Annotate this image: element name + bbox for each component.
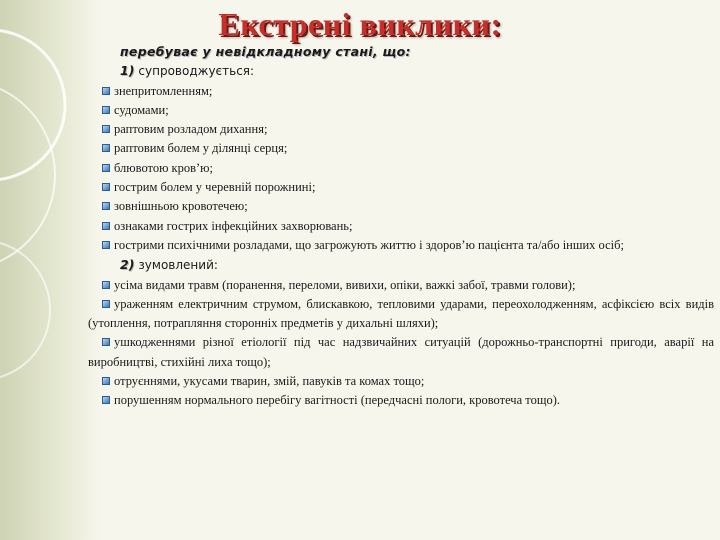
square-bullet-icon — [102, 87, 110, 95]
list-item: судомами; — [88, 101, 714, 120]
square-bullet-icon — [102, 125, 110, 133]
square-bullet-icon — [102, 202, 110, 210]
list-item: ознаками гострих інфекційних захворювань; — [88, 217, 714, 236]
slide-content — [88, 42, 714, 411]
list-item: гострими психічними розладами, що загрожують життю і здоров’ю пацієнта та/або інших осіб; — [88, 236, 714, 255]
slide-title: Екстрені виклики: — [218, 6, 502, 42]
section-1-heading — [88, 61, 714, 81]
list-item: раптовим болем у ділянці серця; — [88, 139, 714, 158]
square-bullet-icon — [102, 241, 110, 249]
section-2-number: 2) — [120, 257, 135, 273]
list-item: раптовим розладом дихання; — [88, 120, 714, 139]
list-item: отруєннями, укусами тварин, змій, павуків та комах тощо; — [88, 372, 714, 391]
square-bullet-icon — [102, 222, 110, 230]
list-item: зовнішньою кровотечею; — [88, 197, 714, 216]
square-bullet-icon — [102, 183, 110, 191]
square-bullet-icon — [102, 164, 110, 172]
section-1-number: 1) — [120, 63, 135, 79]
square-bullet-icon — [102, 396, 110, 404]
square-bullet-icon — [102, 106, 110, 114]
square-bullet-icon — [102, 281, 110, 289]
section-2-label: зумовлений: — [138, 258, 218, 273]
list-item: ушкодженнями різної етіології під час надзвичайних ситуацій (дорожньо-транспортні пригоди, аварії на виробництві, стихійні лиха тощо); — [88, 335, 714, 369]
slide-subtitle: перебуває у невідкладному стані, що: — [120, 44, 411, 59]
list-item: знепритомленням; — [88, 82, 714, 101]
square-bullet-icon — [102, 300, 110, 308]
list-item: ураженням електричним струмом, блискавкою, тепловими ударами, переохолодженням, асфіксією всіх видів (утоплення, потрапляння сторонніх предметів у дихальні шляхи); — [88, 296, 714, 331]
list-item: гострим болем у черевній порожнині; — [88, 178, 714, 197]
square-bullet-icon — [102, 377, 110, 385]
list-item: усіма видами травм (поранення, переломи, вивихи, опіки, важкі забої, травми голови); — [88, 276, 714, 295]
section-2-heading — [88, 255, 714, 275]
square-bullet-icon — [102, 144, 110, 152]
list-item: блювотою кров’ю; — [88, 159, 714, 178]
list-item: порушенням нормального перебігу вагітності (передчасні пологи, кровотеча тощо). — [88, 391, 714, 410]
section-1-label: супроводжується: — [138, 64, 255, 79]
square-bullet-icon — [102, 338, 110, 346]
